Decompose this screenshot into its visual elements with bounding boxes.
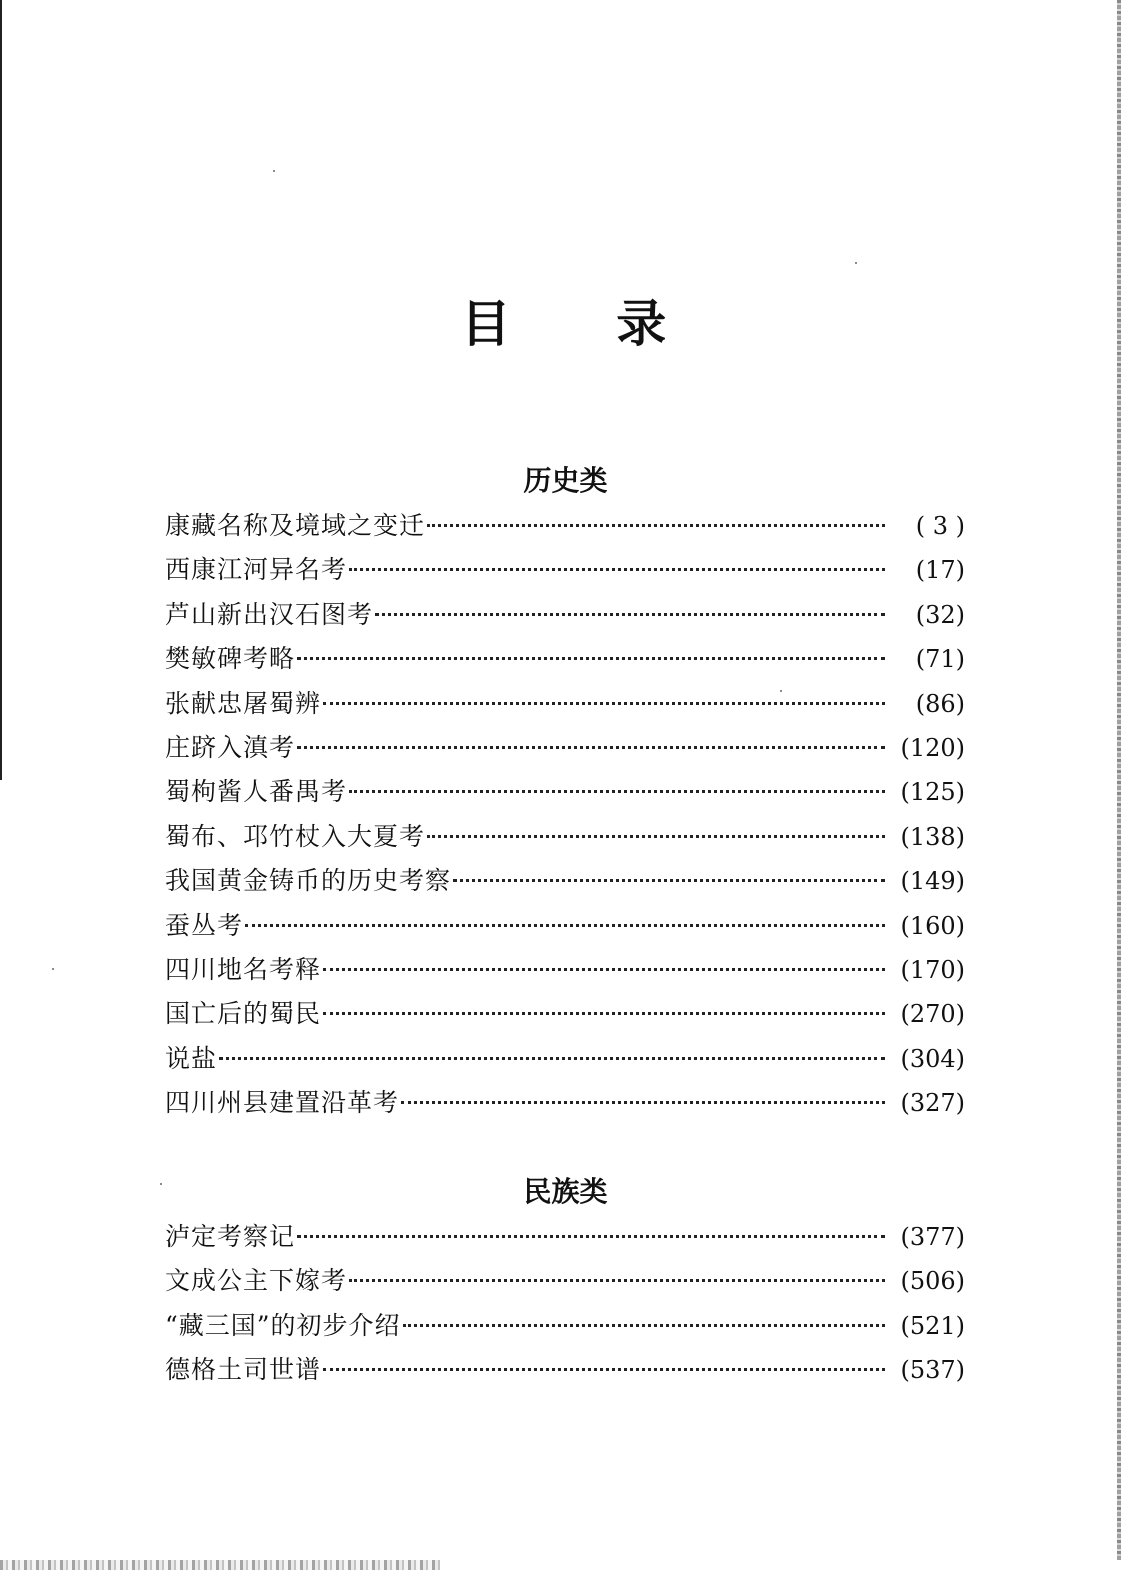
toc-list-history — [165, 504, 965, 1125]
toc-entry-title: 我国黄金铸币的历史考察 — [165, 866, 452, 896]
toc-entry-title: 芦山新出汉石图考 — [165, 599, 374, 629]
toc-entry[interactable] — [165, 1259, 965, 1303]
toc-entry[interactable] — [165, 1037, 965, 1081]
scan-speck — [273, 170, 275, 172]
toc-entry-title: 康藏名称及境域之变迁 — [165, 511, 426, 540]
toc-entry[interactable] — [165, 859, 965, 903]
toc-entry-page: (270) — [900, 1000, 965, 1029]
toc-entry-title: 德格土司世谱 — [165, 1355, 322, 1385]
section-heading-history: 历史类 — [523, 464, 608, 497]
toc-entry-page: (138) — [900, 822, 965, 851]
dot-leader — [375, 613, 885, 616]
toc-entry-title: 西康江河异名考 — [165, 555, 348, 585]
toc-entry[interactable] — [165, 593, 965, 637]
toc-entry-title: 四川地名考释 — [165, 954, 322, 984]
dot-leader — [427, 835, 885, 838]
dot-leader — [323, 1012, 885, 1015]
toc-entry-page: (71) — [915, 645, 965, 674]
toc-entry-page: (120) — [900, 733, 965, 762]
dot-leader — [349, 1279, 885, 1282]
toc-entry-page: (506) — [900, 1267, 965, 1296]
toc-entry-page: (149) — [900, 867, 965, 896]
toc-entry-title: “藏三国”的初步介绍 — [165, 1310, 401, 1340]
dot-leader — [297, 746, 885, 749]
scan-bottom-noise — [0, 1560, 440, 1570]
dot-leader — [323, 702, 885, 705]
dot-leader — [323, 1368, 885, 1371]
dot-leader — [401, 1101, 885, 1104]
toc-entry-title: 蜀枸酱人番禺考 — [165, 777, 348, 807]
toc-entry-page: (160) — [900, 911, 965, 940]
toc-entry-page: (377) — [900, 1223, 965, 1251]
section-heading-ethnic: 民族类 — [523, 1175, 608, 1208]
toc-entry-title: 四川州县建置沿革考 — [165, 1088, 400, 1118]
toc-entry-page: (521) — [900, 1311, 965, 1340]
scan-speck — [855, 262, 857, 264]
toc-entry-title: 泸定考察记 — [165, 1222, 296, 1251]
dot-leader — [453, 879, 885, 882]
toc-entry[interactable] — [165, 682, 965, 726]
toc-entry-title: 国亡后的蜀民 — [165, 999, 322, 1029]
toc-entry[interactable] — [165, 770, 965, 814]
toc-list-ethnic — [165, 1215, 965, 1393]
toc-entry-page: (86) — [915, 689, 965, 718]
toc-entry-page: (327) — [900, 1089, 965, 1118]
toc-entry[interactable] — [165, 904, 965, 948]
toc-entry[interactable] — [165, 548, 965, 592]
dot-leader — [349, 790, 885, 793]
toc-entry[interactable] — [165, 504, 965, 548]
toc-entry[interactable] — [165, 637, 965, 681]
toc-entry[interactable] — [165, 992, 965, 1036]
dot-leader — [349, 568, 885, 571]
toc-entry-page: (125) — [900, 778, 965, 807]
toc-entry-title: 张献忠屠蜀辨 — [165, 688, 322, 718]
dot-leader — [403, 1324, 885, 1327]
toc-entry[interactable] — [165, 948, 965, 992]
toc-entry[interactable] — [165, 1081, 965, 1125]
toc-entry-page: (17) — [915, 556, 965, 585]
toc-entry[interactable] — [165, 815, 965, 859]
toc-entry-page: (537) — [900, 1356, 965, 1385]
toc-entry-page: (304) — [900, 1044, 965, 1073]
dot-leader — [297, 657, 885, 660]
toc-entry[interactable] — [165, 726, 965, 770]
toc-entry-title: 蚕丛考 — [165, 910, 244, 940]
toc-entry-page: (32) — [915, 600, 965, 629]
toc-entry-title: 樊敏碑考略 — [165, 644, 296, 674]
toc-entry[interactable] — [165, 1348, 965, 1392]
toc-entry-title: 说盐 — [165, 1043, 218, 1073]
toc-entry[interactable] — [165, 1304, 965, 1348]
dot-leader — [297, 1235, 885, 1238]
scan-speck — [52, 968, 54, 970]
dot-leader — [245, 924, 885, 927]
toc-entry-title: 庄跻入滇考 — [165, 732, 296, 762]
page-title: 目 录 — [460, 294, 711, 353]
toc-entry-page: (170) — [900, 955, 965, 984]
dot-leader — [323, 968, 885, 971]
scan-left-edge — [0, 0, 2, 780]
dot-leader — [219, 1057, 885, 1060]
toc-entry-title: 蜀布、邛竹杖入大夏考 — [165, 821, 426, 851]
toc-entry[interactable] — [165, 1215, 965, 1259]
toc-entry-title: 文成公主下嫁考 — [165, 1266, 348, 1296]
scan-right-edge — [1117, 0, 1121, 1560]
dot-leader — [427, 524, 885, 527]
toc-entry-page: ( 3 ) — [915, 512, 965, 540]
